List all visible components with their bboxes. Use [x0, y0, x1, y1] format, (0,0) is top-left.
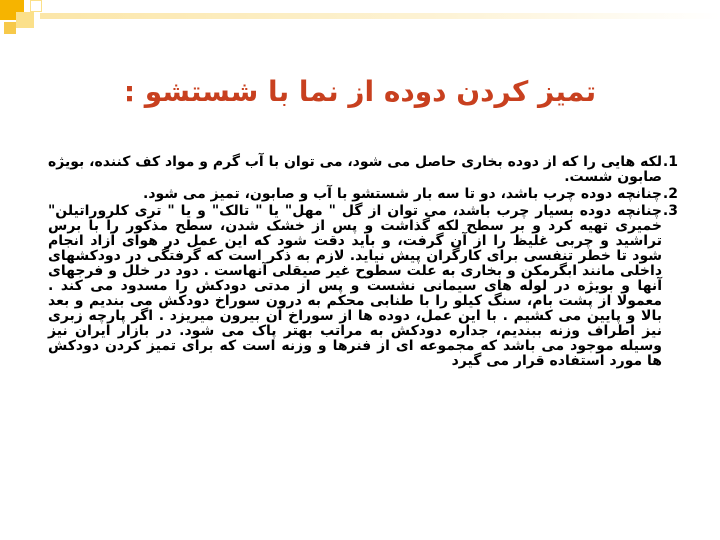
corner-decoration: [4, 22, 16, 34]
list-number: 2.: [662, 186, 678, 202]
list-item: [48, 155, 678, 185]
corner-decoration: [30, 0, 42, 12]
corner-decoration: [16, 12, 34, 28]
top-accent-bar: [40, 13, 720, 19]
slide-body: [48, 155, 678, 371]
list-text: چنانچه دوده چرب باشد، دو تا سه بار شستشو با آب و صابون، تمیز می شود.: [143, 186, 662, 202]
slide-title: تمیز کردن دوده از نما با شستشو :: [123, 75, 597, 108]
list-text: چنانچه دوده بسیار چرب باشد، می توان از گل " مهل" یا " تالک" و یا " تری کلروراتیلن" خمیری تهیه کرد و بر سطح لکه گذاشت و پس از خشک شدن، سطح مذکور را با برس تراشید و چربی غلیظ را از آن گرفت، و باید دقت شود که این عمل در هوای آزاد انجام شود تا خطر تنفسی برای کارگران پیش نیاید. لازم به ذکر است که گرفتگی در دودکشهای داخلی مانند ابگرمکن و بخاری به علت سطوح غیر صیقلی آنهاست . دود در خلل و فرجهای آنها و بویژه در لوله های سیمانی نشست و پس از مدتی دودکش را مسدود می کند . معمولا از پشت بام، سنگ کیلو را با طنابی محکم به درون سوراخ دودکش می بندیم و بعد بالا و پایین می کشیم . با این عمل، دوده ها از سوراخ آن بیرون میریزد . اگر پارچه زبری نیز اطراف وزنه ببندیم، جداره دودکش به مراتب بهتر پاک می شود. در بازار ایران نیز وسیله موجود می باشد که مجموعه ای از فنرها و وزنه است که برای تمیز کردن دودکش ها مورد استفاده قرار می گیرد: [48, 203, 662, 369]
list-text: لکه هایی را که از دوده بخاری حاصل می شود، می توان با آب گرم و مواد کف کننده، بویژه صابون شست.: [48, 154, 662, 185]
list-item: [48, 204, 678, 369]
list-item: [48, 187, 678, 202]
list-number: 3.: [662, 203, 678, 219]
list-number: 1.: [662, 154, 678, 170]
